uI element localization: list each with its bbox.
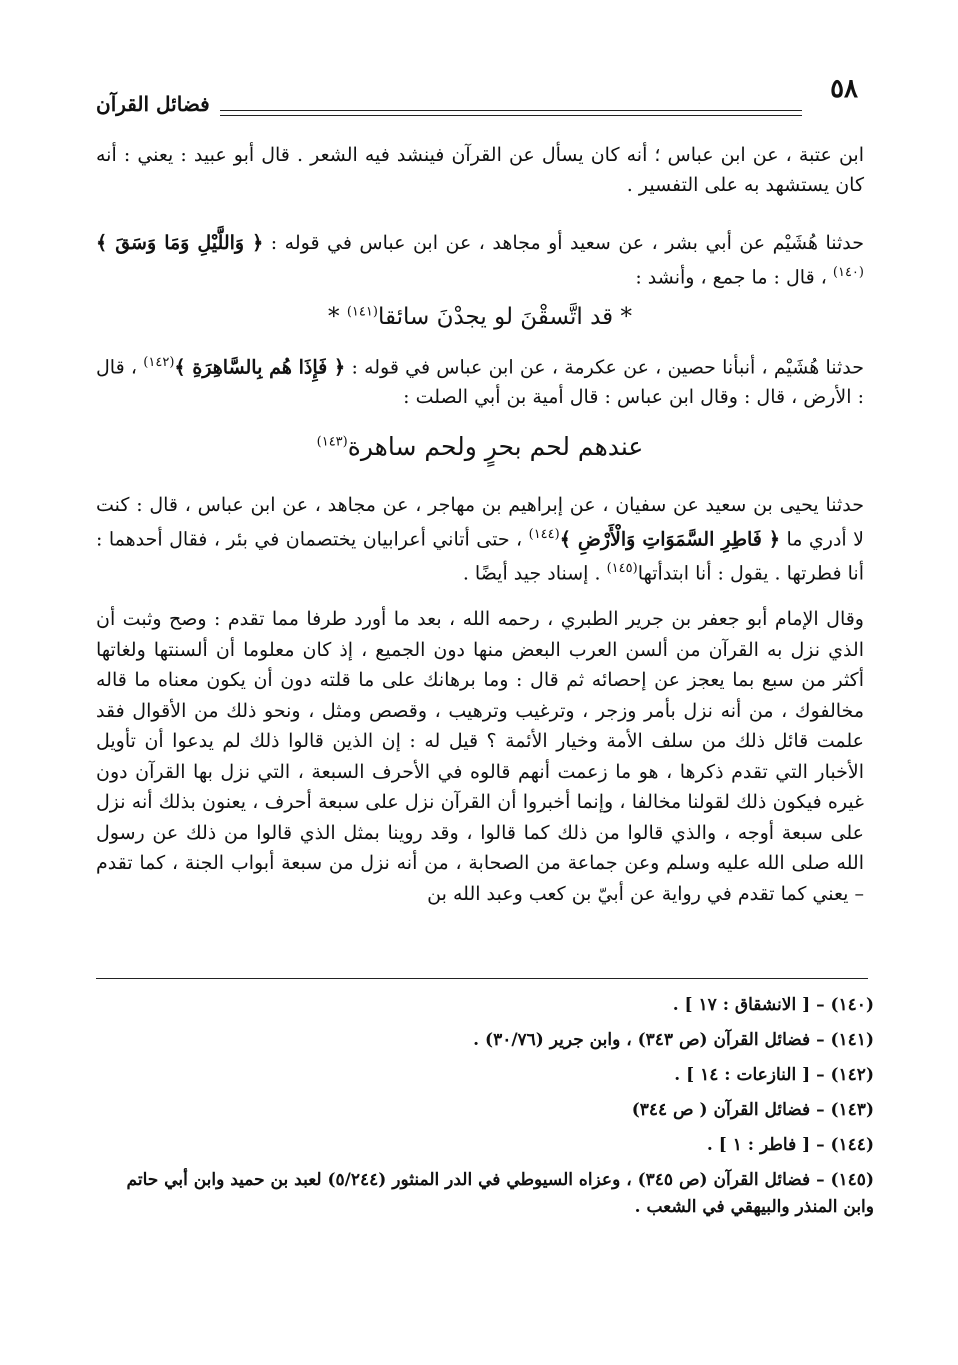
poetry-verse-2 bbox=[300, 432, 660, 461]
paragraph-5-text: وقال الإمام أبو جعفر بن جرير الطبري ، رحمه الله ، بعد ما أورد طرفا مما تقدم : وصح وثبت أن الذي نزل به القرآن من ألسن العرب البعض منها دون الجميع ، إذ كان معلوما أن ألسنتها ولغاتها أكثر من سبع بما يعجز عن إحصائه ثم قال : وما برهانك على ما قلته دون أن يكون معناه ما قاله مخالفوك ، من أنه نزل بأمر وزجر ، وترغيب وترهيب ، وقصص ومثل ، ونحو ذلك من الأقوال فقد علمت قائل ذلك من سلف الأمة وخيار الأئمة ؟ قيل له : إن الذين قالوا ذلك لم يدعوا أن تأويل الأخبار التي تقدم ذكرها ، هو ما زعمت أنهم قالوه في الأحرف السبعة ، التي نزل بها القرآن دون غيره فيكون ذلك لقولنا مخالفا ، وإنما أخبروا أن القرآن نزل على سبعة أحرف ، يعنون بذلك أنه نزل على سبعة أوجه ، والذي قالوا من ذلك كما قالوا ، وقد روينا بمثل الذي قالوا من ذلك عن رسول الله صلى الله عليه وسلم وعن جماعة من الصحابة ، من أنه نزل من سبعة أبواب الجنة ، كما تقدم – يعني كما تقدم في رواية عن أبيّ بن كعب وعبد الله بن bbox=[96, 608, 864, 905]
footnote-142: (١٤٢) – [ النازعات : ١٤ ] . bbox=[674, 1065, 874, 1085]
paragraph-1 bbox=[96, 140, 864, 200]
quran-quote: ﴿ وَاللَّيْلِ وَمَا وَسَقَ ﴾ bbox=[96, 232, 264, 254]
footnote-ref: (١٤٢) bbox=[143, 355, 175, 370]
footnote-144: (١٤٤) – [ فاطر : ١ ] . bbox=[706, 1135, 874, 1155]
verse-text: * قد اتَّسقْنَ لو يجدْنَ سائقا bbox=[377, 304, 632, 330]
running-title: فضائل القرآن bbox=[96, 92, 210, 116]
paragraph-5 bbox=[96, 604, 864, 909]
paragraph-2 bbox=[96, 228, 864, 292]
paragraph-2-text: حدثنا هُشَيْم عن أبي بشر ، عن سعيد أو مجاهد ، عن ابن عباس في قوله : bbox=[270, 232, 865, 254]
paragraph-4-text: حدثنا يحيى بن سعيد عن سفيان ، عن إبراهيم بن مهاجر ، عن مجاهد ، عن ابن عباس ، قال : كنت لا أدري ما bbox=[96, 494, 865, 551]
paragraph-4-end: . إسناد جيد أيضًا . bbox=[462, 562, 601, 585]
poetry-verse-1 bbox=[260, 304, 700, 330]
footnote-ref: (١٤٤) bbox=[528, 527, 560, 542]
quran-quote: ﴿ فَإِذَا هُم بِالسَّاهِرَةِ ﴾ bbox=[174, 356, 346, 379]
footnote-ref: (١٤٠) bbox=[832, 265, 864, 280]
paragraph-1-text: ابن عتبة ، عن ابن عباس ؛ أنه كان يسأل عن القرآن فينشد فيه الشعر . قال أبو عبيد : يعني : أنه كان يستشهد به على التفسير . bbox=[96, 144, 864, 196]
paragraph-4-mid: ، حتى أتاني أعرابيان يختصمان في بئر ، فقال أحدهما : أنا فطرتها . يقول : أنا ابتدأتها bbox=[96, 528, 864, 585]
paragraph-2-after: ، قال : ما جمع ، وأنشد : bbox=[635, 266, 827, 289]
footnote-ref: (١٤٣) bbox=[316, 434, 348, 450]
paragraph-3-after: ، قال : الأرض ، قال : وقال ابن عباس : قال أمية بن أبي الصلت : bbox=[96, 356, 864, 409]
footnote-140: (١٤٠) – [ الانشقاق : ١٧ ] . bbox=[672, 995, 874, 1015]
footnote-rule bbox=[96, 978, 868, 979]
footnote-141: (١٤١) – فضائل القرآن (ص ٣٤٣) ، وابن جرير (٣٠/٧٦) . bbox=[473, 1030, 874, 1050]
page-number: ٥٨ bbox=[830, 74, 858, 104]
footnote-145: (١٤٥) – فضائل القرآن (ص ٣٤٥) ، وعزاه السيوطي في الدر المنثور (٥/٢٤٤) لعبد بن حميد وابن أبي حاتم وابن المنذر والبيهقي في الشعب . bbox=[126, 1170, 874, 1217]
verse-star: * bbox=[328, 304, 340, 330]
paragraph-3-text: حدثنا هُشَيْم ، أنبأنا حصين ، عن عكرمة ، عن ابن عباس في قوله : bbox=[351, 356, 864, 379]
footnote-ref: (١٤١) bbox=[346, 304, 378, 320]
footnotes bbox=[96, 992, 874, 1230]
footnote-ref: (١٤٥) bbox=[606, 561, 638, 577]
paragraph-4 bbox=[96, 490, 864, 589]
header-rule bbox=[220, 110, 802, 116]
verse-text: عندهم لحم بحرٍ ولحم ساهرة bbox=[347, 432, 644, 461]
footnote-143: (١٤٣) – فضائل القرآن ( ص ٣٤٤) bbox=[631, 1100, 874, 1120]
quran-quote: ﴿ فَاطِرِ السَّمَوَاتِ وَالْأَرْضِ ﴾ bbox=[559, 528, 781, 551]
paragraph-3 bbox=[96, 348, 864, 412]
